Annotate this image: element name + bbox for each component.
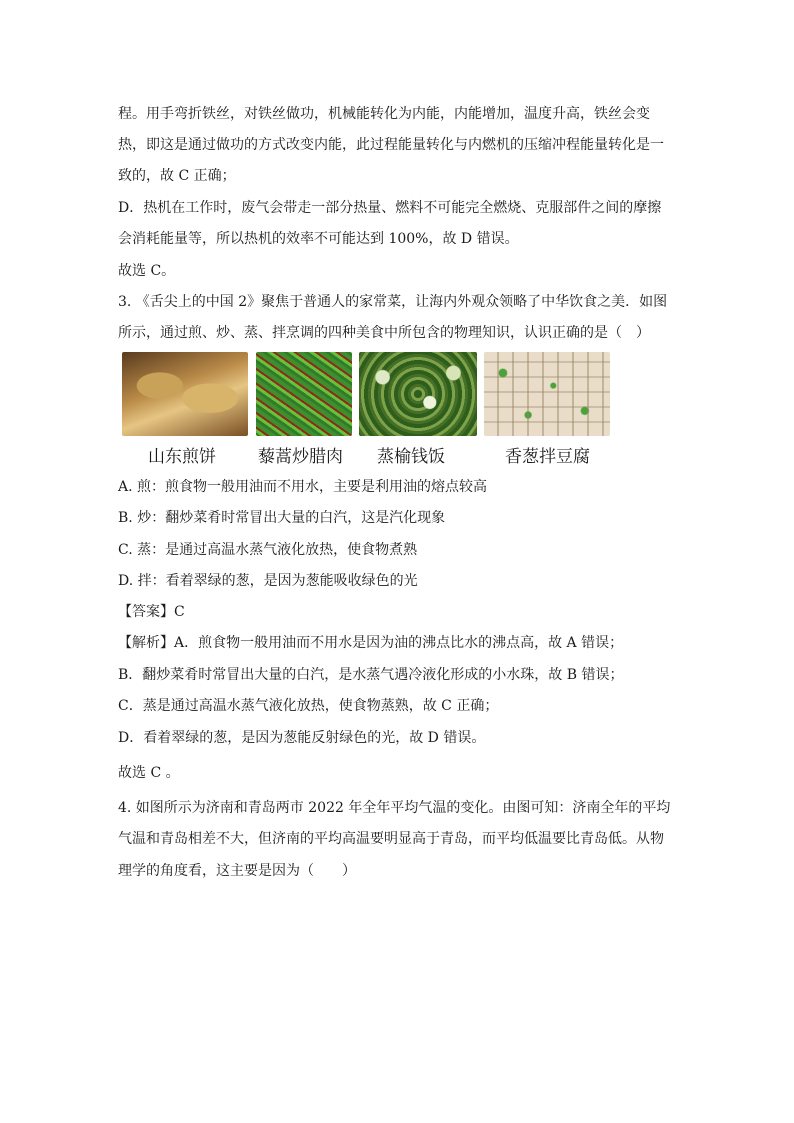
choice-line: 故选 C 。 — [118, 765, 180, 781]
answer-line: 【答案】C — [118, 604, 185, 620]
food-caption: 藜蒿炒腊肉 — [258, 447, 343, 467]
question-3-stem: 3. 《舌尖上的中国 2》聚焦于普通人的家常菜，让海内外观众领略了中华饮食之美．如图 — [118, 294, 668, 310]
question-4-stem: 4. 如图所示为济南和青岛两市 2022 年全年平均气温的变化。由图可知：济南全年的平均 — [118, 800, 671, 816]
text-line: D．热机在工作时，废气会带走一部分热量、燃料不可能完全燃烧、克服部件之间的摩擦 — [118, 200, 662, 216]
food-caption: 香葱拌豆腐 — [505, 447, 590, 467]
analysis-line: 【解析】A．煎食物一般用油而不用水是因为油的沸点比水的沸点高，故 A 错误； — [118, 635, 624, 651]
text-line: 程。用手弯折铁丝，对铁丝做功，机械能转化为内能，内能增加，温度升高，铁丝会变 — [118, 106, 650, 122]
food-caption: 山东煎饼 — [148, 447, 216, 467]
text-line: 致的，故 C 正确； — [118, 168, 236, 184]
food-photo-yuqian — [359, 352, 477, 436]
option-c: C. 蒸：是通过高温水蒸气液化放热，使食物煮熟 — [118, 542, 418, 558]
question-4-stem: 理学的角度看，这主要是因为（ ） — [118, 863, 356, 879]
text-line: 故选 C。 — [118, 263, 176, 279]
food-photo-doufu — [484, 352, 610, 436]
food-photo-lahrou — [256, 352, 352, 436]
analysis-line: B．翻炒菜肴时常冒出大量的白汽，是水蒸气遇冷液化形成的小水珠，故 B 错误； — [118, 667, 624, 683]
option-b: B. 炒：翻炒菜肴时常冒出大量的白汽，这是汽化现象 — [118, 510, 446, 526]
question-3-stem: 所示，通过煎、炒、蒸、拌烹调的四种美食中所包含的物理知识，认识正确的是（ ） — [118, 325, 650, 341]
analysis-line: D．看着翠绿的葱，是因为葱能反射绿色的光，故 D 错误。 — [118, 730, 486, 746]
analysis-line: C．蒸是通过高温水蒸气液化放热，使食物蒸熟，故 C 正确； — [118, 698, 499, 714]
food-caption: 蒸榆钱饭 — [377, 447, 445, 467]
text-line: 热，即这是通过做功的方式改变内能，此过程能量转化与内燃机的压缩冲程能量转化是一 — [118, 137, 664, 153]
option-a: A. 煎：煎食物一般用油而不用水，主要是利用油的熔点较高 — [118, 479, 488, 495]
option-d: D. 拌：看着翠绿的葱，是因为葱能吸收绿色的光 — [118, 573, 418, 589]
food-photo-jianbing — [122, 352, 248, 436]
text-line: 会消耗能量等，所以热机的效率不可能达到 100%，故 D 错误。 — [118, 231, 519, 247]
question-4-stem: 气温和青岛相差不大，但济南的平均高温要明显高于青岛，而平均低温要比青岛低。从物 — [118, 831, 664, 847]
